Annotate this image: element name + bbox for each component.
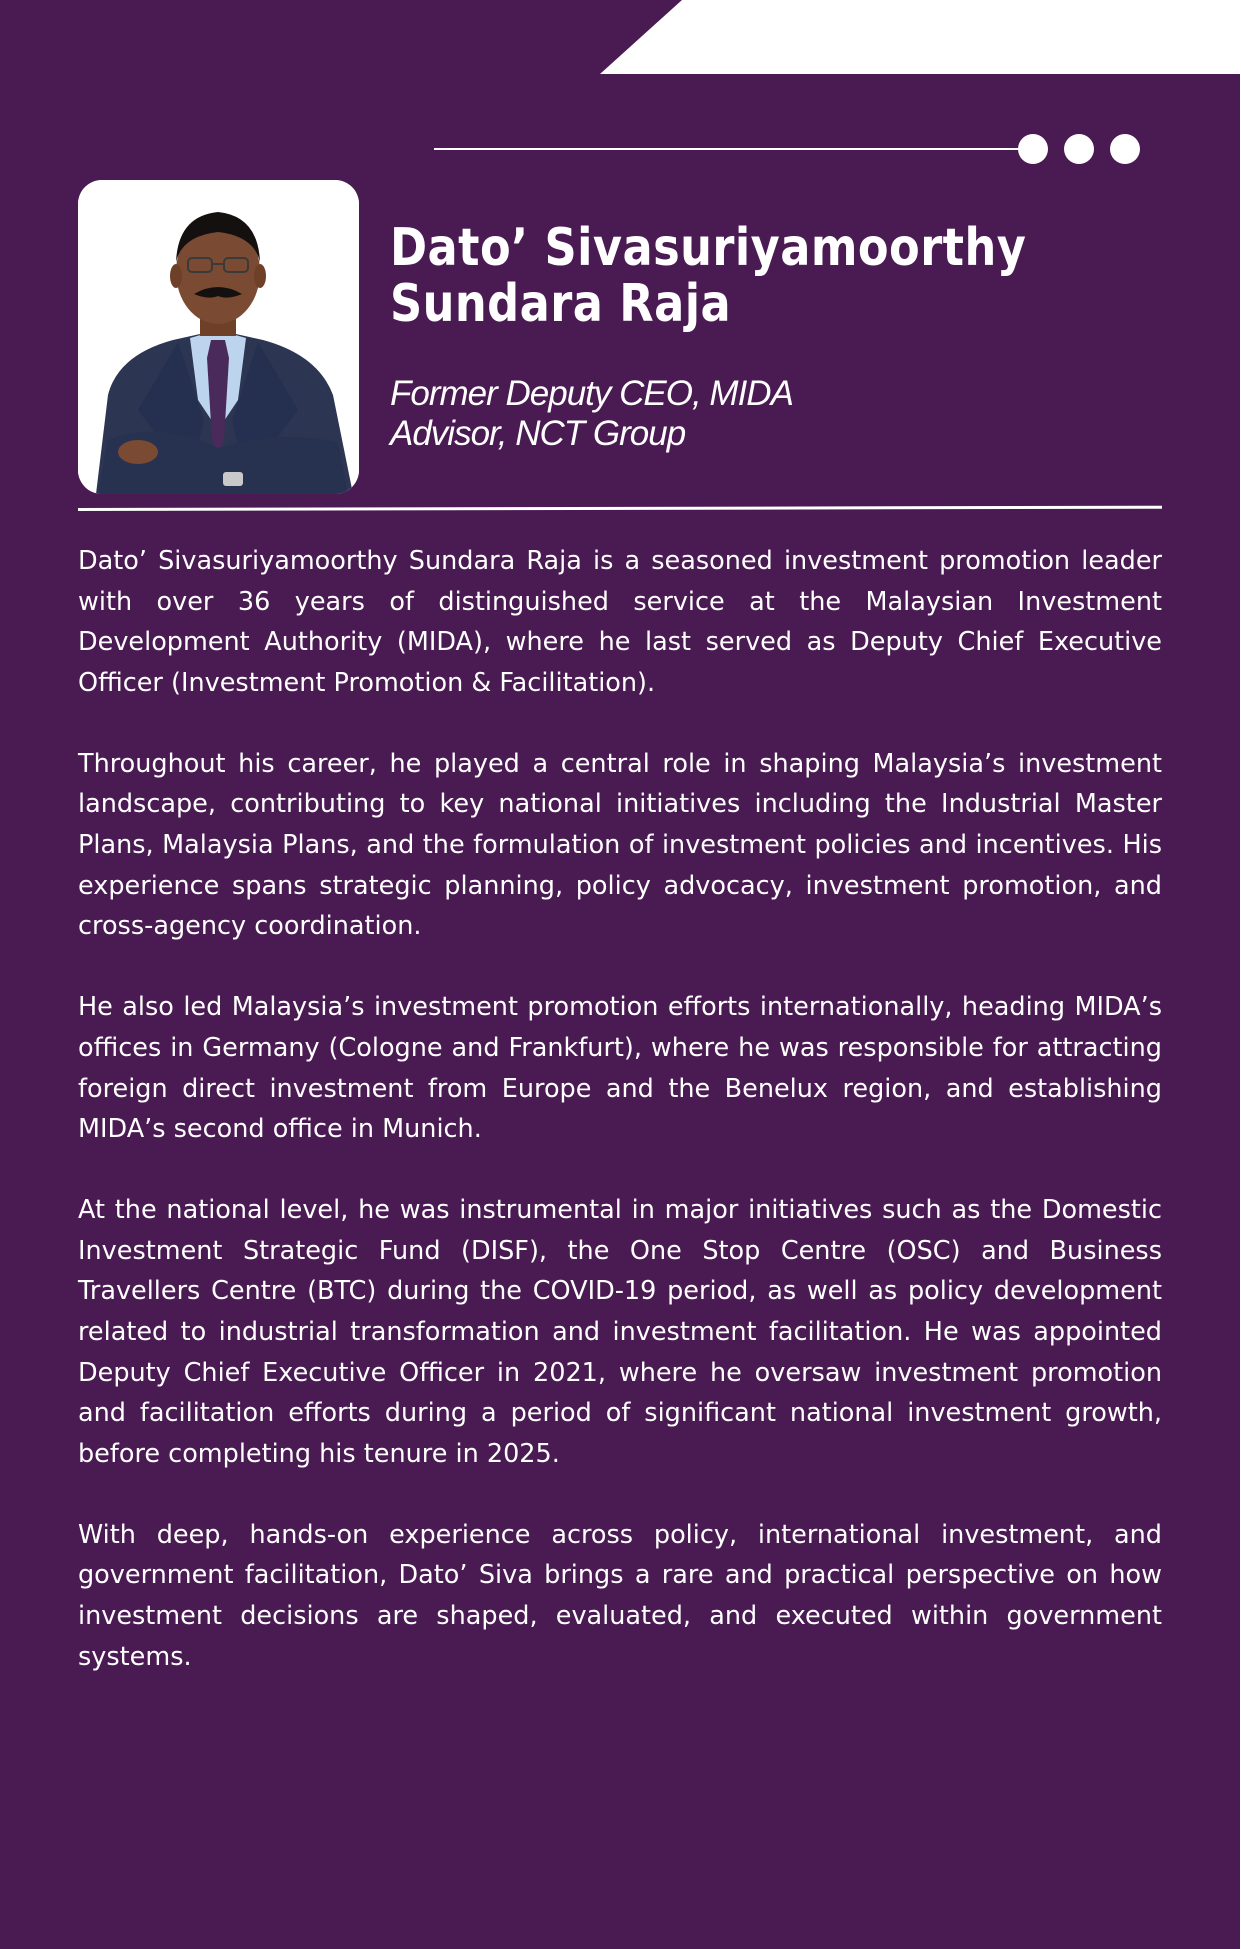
speaker-name: Dato’ Sivasuriyamoorthy Sundara Raja <box>390 218 1027 334</box>
bio-paragraph: Dato’ Sivasuriyamoorthy Sundara Raja is a seasoned investment promotion leader with over 36 years of distinguished service at the Malaysian Investment Development Authority (MIDA), where he last served as Deputy Chief Executive Officer (Investment Promotion & Facilitation). <box>78 546 1162 698</box>
decorative-dot-icon <box>1064 134 1094 164</box>
bio-paragraph: Throughout his career, he played a central role in shaping Malaysia’s investment landscape, contributing to key national initiatives including the Industrial Master Plans, Malaysia Plans, and the formulation of investment policies and incentives. His experience spans strategic planning, policy advocacy, investment promotion, and cross-agency coordination. <box>78 748 1162 942</box>
bio-paragraph: At the national level, he was instrumental in major initiatives such as the Domestic Investment Strategic Fund (DISF), the One Stop Centre (OSC) and Business Travellers Centre (BTC) during the COVID-19 period, as well as policy development related to industrial transformation and investment facilitation. He was appointed Deputy Chief Executive Officer in 2021, where he oversaw investment promotion and facilitation efforts during a period of significant national investment growth, before completing his tenure in 2025. <box>78 1195 1162 1469</box>
decorative-dot-icon <box>1110 134 1140 164</box>
top-right-corner-tab <box>600 0 1241 74</box>
biography <box>78 541 1162 1718</box>
bio-paragraph: With deep, hands-on experience across policy, international investment, and government facilitation, Dato’ Siva brings a rare and practical perspective on how investment decisions are shaped, evaluated, and executed within government systems. <box>78 1519 1162 1672</box>
speaker-role-current: Advisor, NCT Group <box>390 414 686 453</box>
decorative-dot-icon <box>1018 134 1048 164</box>
bio-paragraph: He also led Malaysia’s investment promotion efforts internationally, heading MIDA’s offices in Germany (Cologne and Frankfurt), where he was responsible for attracting foreign direct investment from Europe and the Benelux region, and establishing MIDA’s second office in Munich. <box>78 992 1162 1145</box>
portrait-illustration <box>78 180 359 494</box>
speaker-role-former: Former Deputy CEO, MIDA <box>390 374 793 413</box>
portrait-photo <box>78 180 359 494</box>
decorative-line <box>434 148 1034 150</box>
